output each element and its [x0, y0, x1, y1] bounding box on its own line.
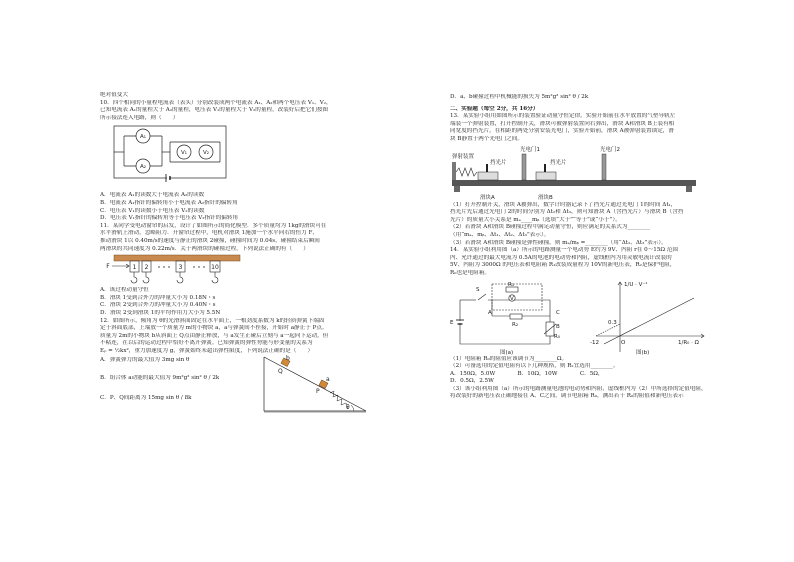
- q11-stem-line: 推动滑块 1以 0.40m/s的速度与静止的滑块 2碰撞，碰撞时间为 0.04s，碰撞结束后瞬间: [100, 237, 320, 244]
- neg-intercept-label: -12: [590, 339, 599, 346]
- voltmeter-label: V: [510, 295, 514, 302]
- q13-item-line: （3）若滑块 A和滑块 B碰撞是弹性碰撞，则 mₐ/mᵦ =________（用“Δt₂、Δt₃”表示）。: [450, 239, 667, 246]
- q12-stem-line: 定于斜面底部，上端放一个质量为 m的小物块 a，a与弹簧间不拴接，开始时 a静止于 P点。: [100, 325, 328, 332]
- q12-option-b: B．组合体 a动能的最大值为 9m²g² sin² θ / 2k: [100, 375, 220, 382]
- q13-item-line: （用“mₐ、mᵦ、Δt₁、Δt₂、Δt₃”表示）。: [450, 231, 550, 238]
- q12-option-c: C．P、Q间距离为 15mg sin θ / 8k: [100, 394, 192, 401]
- q10-stem-line: 已知电流表 A₁的量程大于 A₂的量程，电压表 V₁的量程大于 V₂的量程，改装好后把它们按图: [100, 107, 329, 114]
- q14-item-line: （1）电阻箱 R₀的阻值应该调节为________Ω。: [450, 355, 568, 362]
- previous-answer-tail: 绝对值变大: [100, 92, 128, 98]
- q10-option-a: A．电流表 A₁的读数大于电流表 A₂的读数: [100, 192, 205, 199]
- block-3-label: 3: [178, 264, 183, 272]
- left-column: [100, 92, 390, 415]
- r2-label: R₂: [512, 321, 519, 328]
- shade-b-label: 挡光片: [550, 159, 567, 166]
- q13-item-line: （2）若滑块 A和滑块 B碰撞过程中满足动量守恒，则应满足的关系式为________: [450, 224, 650, 231]
- q13-item-line: （1）打开控制开关，滑块 A被弹出，数字计时器记录下了挡光片通过光电门 1的时间 Δt₁，: [450, 201, 677, 208]
- point-c-label: C: [556, 309, 560, 316]
- a1-label: A₁: [140, 134, 146, 141]
- gate-1-label: 光电门1: [520, 146, 540, 153]
- q11-stem-line: 11．某同学受电动窗帘的启发，设计了如图所示的简化模型．多个质量均为 1kg的滑块可在: [100, 222, 327, 229]
- q14-graph-figure-b: [590, 278, 710, 356]
- q12-stem-line: 12．如图所示，倾角为 θ的光滑斜面固定在水平面上，一根劲度系数为 k的轻质弹簧下端固: [100, 317, 325, 324]
- q-label: Q: [278, 368, 283, 376]
- v2-label: V₂: [203, 150, 209, 157]
- q14-stem-line: 14．某实验小组利用图（a）所示的电路测量一个电动势 E约为 9V、内阻 r在 0～15Ω 范围: [450, 247, 679, 254]
- q14-circuit-figure-a: [450, 278, 580, 356]
- q11-stem-line: 水平滑轨上滑动，忽略阻力．开窗帘过程中，电机对滑块 1施加一个水平向右的恒力 F，: [100, 230, 318, 237]
- q11-stem-line: 两滑块的共同速度为 0.22m/s．关于两滑块的碰撞过程，下列说法正确的有（ ）: [100, 245, 309, 252]
- q12-option-d: D．a、b碰撞过程中机械能的损失为 5m²g² sin² θ / 2k: [450, 94, 589, 100]
- origin-label: O: [621, 339, 626, 346]
- a2-label: A₂: [140, 164, 146, 171]
- question-13: [450, 113, 750, 247]
- slider-a-label: 滑块A: [480, 194, 495, 201]
- q12-option-a: A．弹簧弹力的最大值为 3mg sin θ: [100, 357, 190, 364]
- y-axis-label: 1/U · V⁻¹: [624, 281, 648, 288]
- x-axis-label: 1/R₀ · Ω: [678, 339, 699, 346]
- q14-item-line: 将改装好的新电压表正确地接在 A、C之间。调节电阻箱 R₀，测出若干 R₀的阻值和新电压表示: [450, 393, 684, 400]
- q14-item-line: A．150Ω，5.0W B．10Ω，10W C．5Ω，: [450, 370, 604, 377]
- q13-stem-line: 同宽度的挡光片，在相距的两处分别安装光电门，实验开始前，滑块 A被弹射装置锁定，滑: [450, 128, 674, 135]
- block-2-label: 2: [144, 264, 149, 272]
- question-10: [100, 100, 390, 223]
- q12-stem-line: 质量为 2m的小物块 b从斜面上 Q点由静止释放，与 a发生正碰后立刻与 a一起向下运动，但: [100, 332, 329, 339]
- force-label: F: [106, 263, 110, 271]
- fitted-line: [604, 298, 694, 344]
- question-11: [100, 223, 390, 318]
- q11-option-c: C．滑块 2受到合外力的冲量大小为 0.40N・s: [100, 302, 216, 309]
- q11-option-b: B．滑块 1受到合外力的冲量大小为 0.18N・s: [100, 294, 216, 301]
- q10-option-c: C．电压表 V₁的读数小于电压表 V₂的读数: [100, 207, 205, 214]
- q14-item-line: （2）可备选用的定值电阻有以下几种规格，则 R₂宜选用________。: [450, 363, 619, 370]
- gate-2-label: 光电门2: [600, 146, 620, 153]
- question-14: [450, 247, 750, 401]
- q10-circuit-figure: [110, 122, 230, 192]
- q13-air-track-figure: [450, 144, 700, 202]
- q11-curtain-figure: [104, 253, 244, 287]
- q10-option-d: D．电压表 V₁指针的偏转角等于电压表 V₂指针的偏转角: [100, 215, 239, 222]
- switch-label: S: [476, 286, 480, 293]
- q12-stem-line: 不粘连，在以后的运动过程中恰好不离开弹簧。已知弹簧的弹性势能与形变量的关系为: [100, 340, 313, 347]
- r1-label: R₁: [508, 281, 515, 288]
- q13-item-line: 光片）的质量大小关系是 mₐ____mᵦ（选填“大于”“等于”或“小于”）。: [450, 216, 621, 223]
- q12-incline-figure: [260, 355, 370, 415]
- q10-option-b: B．电流表 A₁指针的偏转角小于电流表 A₂指针的偏转角: [100, 199, 238, 206]
- point-b-label: B: [556, 323, 560, 330]
- q11-option-a: A．该过程动量守恒: [100, 287, 149, 294]
- p-label: P: [316, 388, 320, 396]
- q13-item-line: 挡光片先后通过光电门 2的时间分别为 Δt₂和 Δt₃，则可知滑块 A（含挡光片）与滑块 B（含挡: [450, 209, 684, 216]
- q12-stem-line: Eₚ = ½kx²，重力加速度为 g，弹簧始终未超出弹性限度，下列说法正确的是（ ）: [100, 347, 314, 354]
- v1-label: V₁: [181, 150, 187, 157]
- shade-a-label: 挡光片: [490, 159, 507, 166]
- point-a-label: A: [488, 309, 492, 316]
- block-1-label: 1: [132, 264, 137, 272]
- q14-stem-line: 5V、内阻为 3000Ω 的电压表和电阻箱 R₁改装成量程为 10V的新电压表，R₂是保护电阻，: [450, 262, 676, 269]
- b-label: b: [286, 355, 290, 363]
- q14-item-line: （3）该小组利用图（a）所示的电路测量电池的电动势和内阻，虚线框内为（2）中所选择的定值电阻，: [450, 385, 707, 392]
- question-12: [100, 318, 390, 416]
- caption-b: 图(b): [636, 349, 650, 356]
- q13-stem-line: 块 B静置于两个光电门之间。: [450, 135, 524, 142]
- a-label: a: [326, 376, 330, 384]
- q13-stem-line: 13．某实验小组用如图所示的装置验证动量守恒定律。实验开始前在水平放置的气垫导轨左: [450, 113, 676, 120]
- emf-label: E: [450, 319, 454, 326]
- launcher-label: 弹射装置: [452, 153, 475, 160]
- right-column: [450, 94, 750, 401]
- intercept-label: 0.3: [608, 319, 617, 326]
- q10-stem-line: 10．四个相同的小量程电流表（表头）分别改装成两个电流表 A₁、A₂和两个电压表 V₁、V₂，: [100, 99, 332, 106]
- theta-label: θ: [346, 404, 350, 412]
- q14-item-line: D．0.5Ω，2.5W: [450, 378, 494, 385]
- caption-a: 图(a): [500, 349, 514, 356]
- block-10-label: 10: [211, 264, 219, 272]
- q10-stem-line: 所示接法连入电路，则（ ）: [100, 114, 179, 121]
- slider-b-label: 滑块B: [538, 194, 553, 201]
- section-title: 二、实验题（每空 2分，共 16分）: [450, 105, 539, 112]
- q11-option-d: D．滑块 2受到滑块 1的平均作用力大小为 5.5N: [100, 309, 221, 316]
- q14-stem-line: 内、允许通过的最大电流为 0.5A的电池的电动势和内阻，虚线框内为用灵敏电流计改装的: [450, 254, 672, 261]
- r0-label: R₀: [554, 333, 561, 340]
- q14-stem-line: R₀也是电阻箱。: [450, 269, 491, 276]
- q13-stem-line: 端装一个弹射装置，打开控制开关，滑块可被弹射装置向右弹出，滑块 A和滑块 B上装有相: [450, 120, 675, 127]
